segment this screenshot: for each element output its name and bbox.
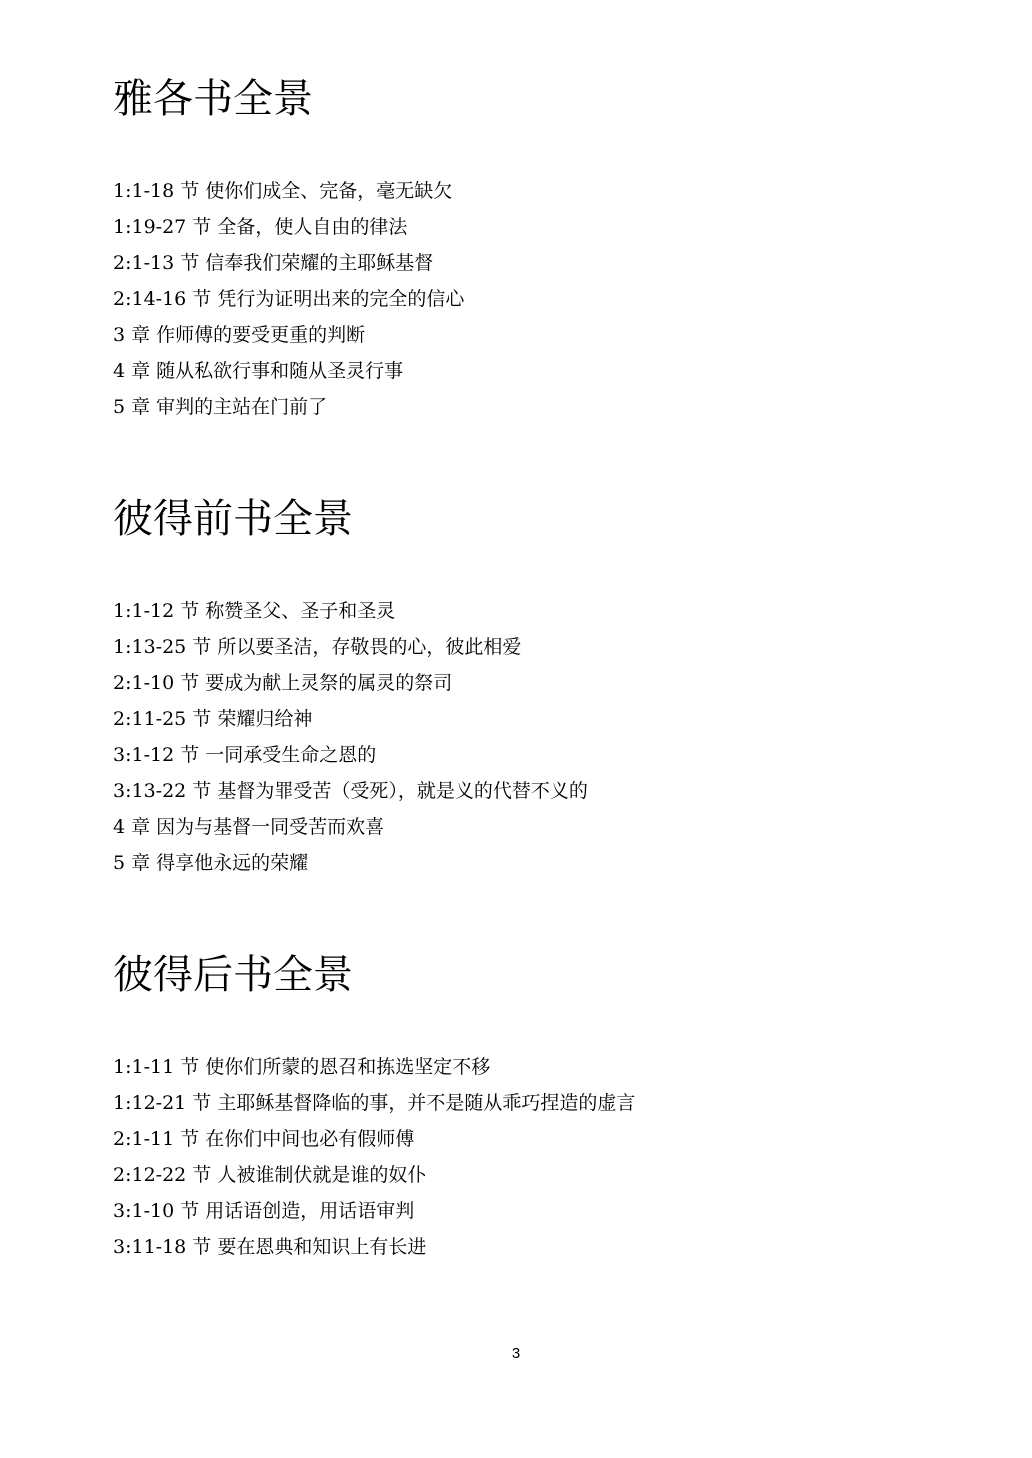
outline-list <box>113 173 913 425</box>
section-james <box>113 75 913 425</box>
outline-item: 4 章 随从私欲行事和随从圣灵行事 <box>113 360 404 382</box>
outline-item: 2:14-16 节 凭行为证明出来的完全的信心 <box>113 288 465 310</box>
section-1-peter <box>113 495 913 881</box>
outline-item: 4 章 因为与基督一同受苦而欢喜 <box>113 816 385 838</box>
outline-item: 3:1-12 节 一同承受生命之恩的 <box>113 744 377 766</box>
page-number: 3 <box>511 1345 521 1362</box>
outline-item: 3:11-18 节 要在恩典和知识上有长进 <box>113 1236 427 1258</box>
outline-item: 2:11-25 节 荣耀归给神 <box>113 708 313 730</box>
outline-item: 1:12-21 节 主耶稣基督降临的事，并不是随从乖巧捏造的虚言 <box>113 1092 636 1114</box>
outline-item: 1:1-12 节 称赞圣父、圣子和圣灵 <box>113 600 396 622</box>
outline-item: 3:1-10 节 用话语创造，用话语审判 <box>113 1200 415 1222</box>
outline-list <box>113 1049 913 1265</box>
outline-item: 3:13-22 节 基督为罪受苦（受死），就是义的代替不义的 <box>113 780 588 802</box>
outline-item: 2:1-10 节 要成为献上灵祭的属灵的祭司 <box>113 672 453 694</box>
outline-item: 1:1-11 节 使你们所蒙的恩召和拣选坚定不移 <box>113 1056 491 1078</box>
outline-item: 1:19-27 节 全备，使人自由的律法 <box>113 216 408 238</box>
outline-item: 5 章 审判的主站在门前了 <box>113 396 328 418</box>
section-2-peter <box>113 951 913 1265</box>
outline-item: 1:13-25 节 所以要圣洁，存敬畏的心，彼此相爱 <box>113 636 522 658</box>
section-title: 雅各书全景 <box>113 76 313 122</box>
outline-item: 2:1-13 节 信奉我们荣耀的主耶稣基督 <box>113 252 434 274</box>
section-title: 彼得后书全景 <box>113 952 353 998</box>
outline-item: 1:1-18 节 使你们成全、完备，毫无缺欠 <box>113 180 453 202</box>
outline-item: 2:1-11 节 在你们中间也必有假师傅 <box>113 1128 415 1150</box>
outline-item: 2:12-22 节 人被谁制伏就是谁的奴仆 <box>113 1164 427 1186</box>
section-title: 彼得前书全景 <box>113 496 353 542</box>
outline-item: 3 章 作师傅的要受更重的判断 <box>113 324 366 346</box>
outline-item: 5 章 得享他永远的荣耀 <box>113 852 309 874</box>
outline-list <box>113 593 913 881</box>
